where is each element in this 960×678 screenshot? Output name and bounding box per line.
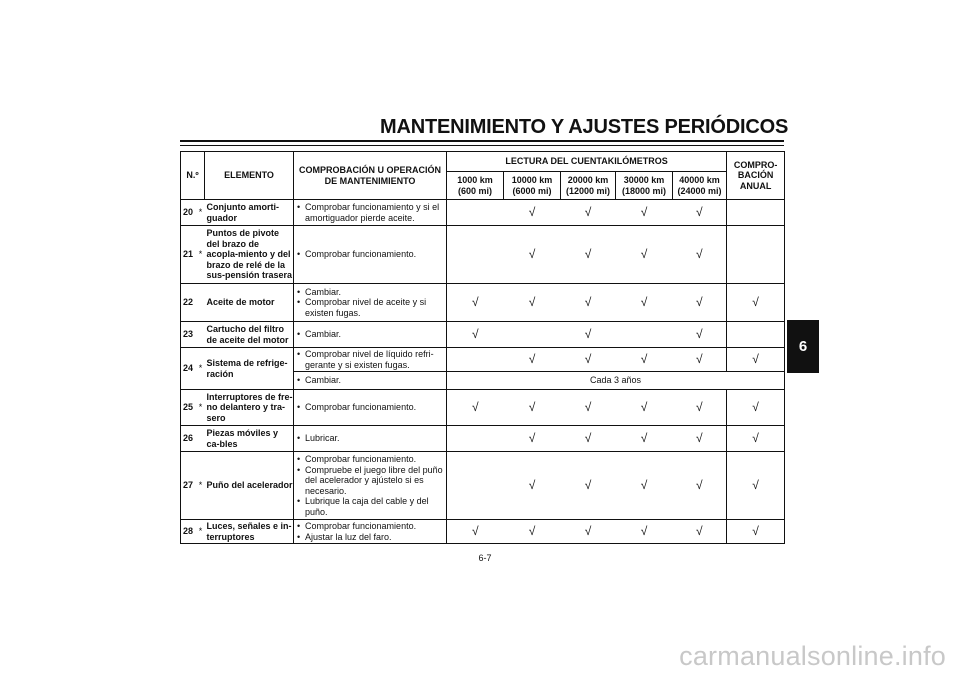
check-mark: √ [561,348,616,372]
row-star [197,284,205,322]
km-1-line2: (600 mi) [458,185,493,196]
check-mark: √ [673,452,727,520]
operation-item: • Comprobar funcionamiento. [296,521,444,532]
operation-item: • Comprobar funcionamiento. [296,454,444,465]
check-mark: √ [727,284,785,322]
check-cell [447,426,504,452]
check-mark: √ [616,520,673,544]
row-star: * [197,390,205,426]
check-mark: √ [727,348,785,372]
header-km-4 [616,172,673,200]
row-number: 22 [181,284,197,322]
row-star: * [197,452,205,520]
check-cell [447,452,504,520]
table-row [181,322,785,348]
row-star [197,426,205,452]
header-annual: COMPRO-BACIÓN ANUAL [727,152,785,200]
check-cell [447,348,504,372]
header-num: N.º [181,152,205,200]
check-mark: √ [727,520,785,544]
row-number: 28 [181,520,197,544]
row-star [197,322,205,348]
header-km-5 [673,172,727,200]
header-km-3 [561,172,616,200]
row-element: Puño del acelerador [205,452,294,520]
check-mark: √ [673,426,727,452]
row-operation [294,390,447,426]
check-mark: √ [504,284,561,322]
operation-item: • Ajustar la luz del faro. [296,532,444,543]
check-mark: √ [447,322,504,348]
check-mark: √ [504,390,561,426]
row-number: 26 [181,426,197,452]
operation-item: • Cambiar. [296,375,444,386]
header-odometer: LECTURA DEL CUENTAKILÓMETROS [447,152,727,172]
row-operation [294,348,447,372]
check-mark: √ [561,390,616,426]
check-mark: √ [561,322,616,348]
check-mark: √ [727,452,785,520]
operation-item: • Cambiar. [296,329,444,340]
operation-item: • Compruebe el juego libre del puño del acelerador y ajústelo si es necesario. [296,465,444,497]
check-mark: √ [447,390,504,426]
row-element: Interruptores de fre-no delantero y tra-sero [205,390,294,426]
operation-item: • Comprobar funcionamiento. [296,249,444,260]
row-star: * [197,200,205,226]
check-mark: √ [616,226,673,284]
table-row [181,226,785,284]
row-operation [294,520,447,544]
check-mark: √ [727,426,785,452]
table-row [181,426,785,452]
check-mark: √ [504,426,561,452]
check-cell [447,200,504,226]
check-mark: √ [673,200,727,226]
maintenance-table [180,151,785,544]
check-mark: √ [616,452,673,520]
operation-item: • Comprobar funcionamiento. [296,402,444,413]
row-operation [294,284,447,322]
row-operation [294,372,447,390]
operation-item: • Lubrique la caja del cable y del puño. [296,496,444,517]
check-mark: √ [561,452,616,520]
interval-note: Cada 3 años [447,372,785,390]
check-mark: √ [447,284,504,322]
operation-item: • Lubricar. [296,433,444,444]
km-2-line1: 10000 km [511,175,553,185]
check-mark: √ [673,322,727,348]
row-number: 20 [181,200,197,226]
row-operation [294,322,447,348]
check-mark: √ [616,284,673,322]
row-star: * [197,520,205,544]
row-element: Puntos de pivote del brazo de acopla-miento y del brazo de relé de la sus-pensión trasera [205,226,294,284]
table-row [181,200,785,226]
row-element: Luces, señales e in-terruptores [206,521,292,542]
header-km-2 [504,172,561,200]
check-mark: √ [561,226,616,284]
chapter-tab[interactable]: 6 [787,320,819,373]
row-number: 25 [181,390,197,426]
check-mark: √ [616,200,673,226]
check-mark: √ [504,226,561,284]
row-operation [294,426,447,452]
check-mark: √ [504,520,561,544]
header-operation: COMPROBACIÓN U OPERACIÓN DE MANTENIMIENTO [294,152,447,200]
operation-item: • Comprobar nivel de líquido refri-gerante y si existen fugas. [296,349,444,370]
km-4-line2: (18000 mi) [622,185,667,196]
check-mark: √ [673,284,727,322]
check-mark: √ [616,426,673,452]
row-star: * [197,348,205,390]
check-mark: √ [561,200,616,226]
row-element: Sistema de refrige-ración [205,348,294,390]
check-mark: √ [504,200,561,226]
km-3-line1: 20000 km [567,175,609,185]
operation-item: • Comprobar funcionamiento y si el amortiguador pierde aceite. [296,202,444,223]
header-element: ELEMENTO [205,152,294,200]
row-star: * [197,226,205,284]
check-mark: √ [673,390,727,426]
check-mark: √ [561,284,616,322]
row-element: Aceite de motor [205,284,294,322]
title-underline [180,140,784,142]
row-element: Piezas móviles y ca-bles [205,426,294,452]
km-3-line2: (12000 mi) [566,185,611,196]
row-operation [294,452,447,520]
table-row [181,390,785,426]
km-1-line1: 1000 km [457,175,493,185]
operation-item: • Comprobar nivel de aceite y si existen fugas. [296,297,444,318]
check-mark: √ [673,520,727,544]
table-row [181,520,785,544]
check-mark: √ [504,348,561,372]
check-mark: √ [727,390,785,426]
km-5-line2: (24000 mi) [677,185,722,196]
check-mark: √ [561,426,616,452]
table-row [181,452,785,520]
row-number: 24 [181,348,197,390]
check-mark: √ [504,452,561,520]
row-operation [294,226,447,284]
header-km-1 [447,172,504,200]
km-4-line1: 30000 km [623,175,665,185]
watermark: carmanualsonline.info [679,641,946,671]
check-cell [616,322,673,348]
check-mark: √ [447,520,504,544]
row-number: 23 [181,322,197,348]
check-cell [447,226,504,284]
check-mark: √ [561,520,616,544]
check-mark: √ [616,390,673,426]
row-element: Conjunto amorti-guador [205,200,294,226]
check-mark: √ [616,348,673,372]
row-number: 21 [181,226,197,284]
km-2-line2: (6000 mi) [512,185,552,196]
table-row [181,284,785,322]
table-row [181,348,785,372]
page-number: 6-7 [478,553,492,563]
check-mark: √ [673,226,727,284]
row-number: 27 [181,452,197,520]
operation-item: • Cambiar. [296,287,444,298]
page-title: MANTENIMIENTO Y AJUSTES PERIÓDICOS [380,116,789,138]
check-cell [504,322,561,348]
km-5-line1: 40000 km [679,175,720,185]
annual-cell [727,322,785,348]
title-underline-thin [180,145,784,146]
annual-cell [727,226,785,284]
row-operation [294,200,447,226]
row-element: Cartucho del filtro de aceite del motor [205,322,294,348]
annual-cell [727,200,785,226]
check-mark: √ [673,348,727,372]
